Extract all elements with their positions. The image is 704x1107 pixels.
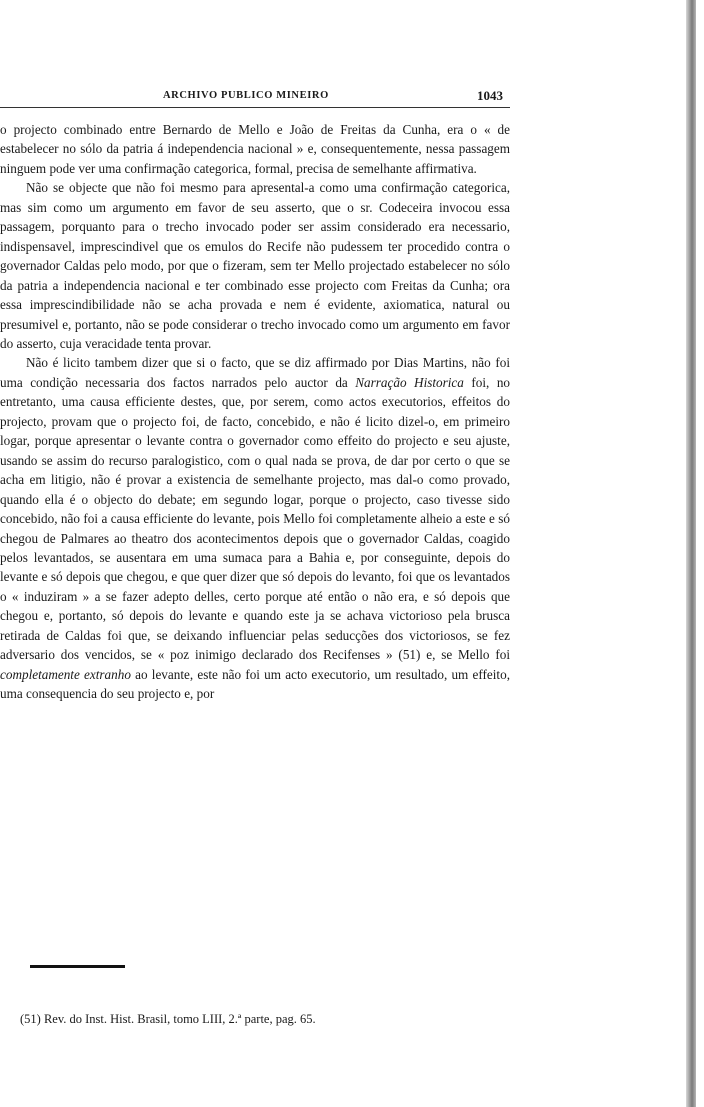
paragraph-3-part-a: Não é licito tambem dizer que si o facto, que se diz affirmado por Dias Martins, não foi uma condição necessaria dos factos narrados pelo auctor da xyxy=(0,355,510,390)
header-rule xyxy=(0,107,510,108)
running-head: ARCHIVO PUBLICO MINEIRO xyxy=(163,90,329,101)
page-header xyxy=(0,88,704,108)
body-text xyxy=(0,120,510,704)
paragraph-3-part-c: ao levante, este não foi um acto executorio, um resultado, um effeito, uma consequencia do seu projecto e, por xyxy=(0,666,510,702)
paragraph-3-italic-phrase: completamente extranho xyxy=(0,666,131,682)
paragraph-3-italic-title: Narração Historica xyxy=(355,374,464,390)
paragraph-1: o projecto combinado entre Bernardo de Mello e João de Freitas da Cunha, era o « de estabelecer no sólo da patria á independencia nacional » e, consequentemente, nessa passagem ninguem pode ver uma confirmação categorica, formal, precisa de semelhante affirmativa. xyxy=(0,122,510,176)
paragraph-3-part-b: foi, no entretanto, uma causa efficiente destes, que, por serem, como actos executorios, effeitos do projecto, provam que o projecto foi, de facto, concebido, e não é licito dizel-o, em primeiro logar, porque apresentar o levante contra o governador como effeito do projecto e seu ajuste, usando se assim do recurso paralogistico, com o qual nada se prova, de dar por certo o que se acha em litigio, não é provar a existencia de semelhante projecto, mas dal-o como provado, quando ella é o objecto do debate; em segundo logar, porque o projecto, caso tivesse sido concebido, não foi a causa efficiente do levante, pois Mello foi completamente alheio a este e só chegou de Palmares ao theatro dos acontecimentos depois que o governador Caldas, coagido pelos levantados, se ausentara em uma sumaca para a Bahia e, por conseguinte, depois do levante e só depois que chegou, e que quer dizer que só depois do levanto, foi que os levantados o « induziram » a se fazer adepto delles, certo porque até então o não era, e só depois que chegou e, portanto, só depois do levante e quando este ja se achava victorioso pela brusca retirada de Caldas foi que, se deixando influenciar pelas seducções dos victoriosos, se fez adversario dos vencidos, se « poz inimigo declarado dos Recifenses » (51) e, se Mello foi xyxy=(0,374,511,663)
paragraph-3 xyxy=(0,353,510,703)
scan-edge-shadow xyxy=(686,0,696,1107)
paragraph-2: Não se objecte que não foi mesmo para apresental-a como uma confirmação categorica, mas sim como um argumento em favor de seu asserto, que o sr. Codeceira invocou essa passagem, porquanto para o trecho invocado poder ser assim considerado era necessario, indispensavel, imprescindivel que os emulos do Recife não pudessem ter procedido contra o governador Caldas pelo modo, por que o fizeram, sem ter Mello projectado estabelecer no sólo da patria a independencia nacional e ter combinado esse projecto com Freitas da Cunha; ora essa imprescindibilidade não se acha provada e nem é evidente, axiomatica, natural ou presumivel e, portanto, não se pode considerar o trecho invocado como um argumento em favor do asserto, cuja veracidade tenta provar. xyxy=(0,180,510,351)
footnote-rule xyxy=(30,965,125,968)
footnote: (51) Rev. do Inst. Hist. Brasil, tomo LIII, 2.ª parte, pag. 65. xyxy=(20,1012,316,1026)
page-number: 1043 xyxy=(477,88,503,103)
